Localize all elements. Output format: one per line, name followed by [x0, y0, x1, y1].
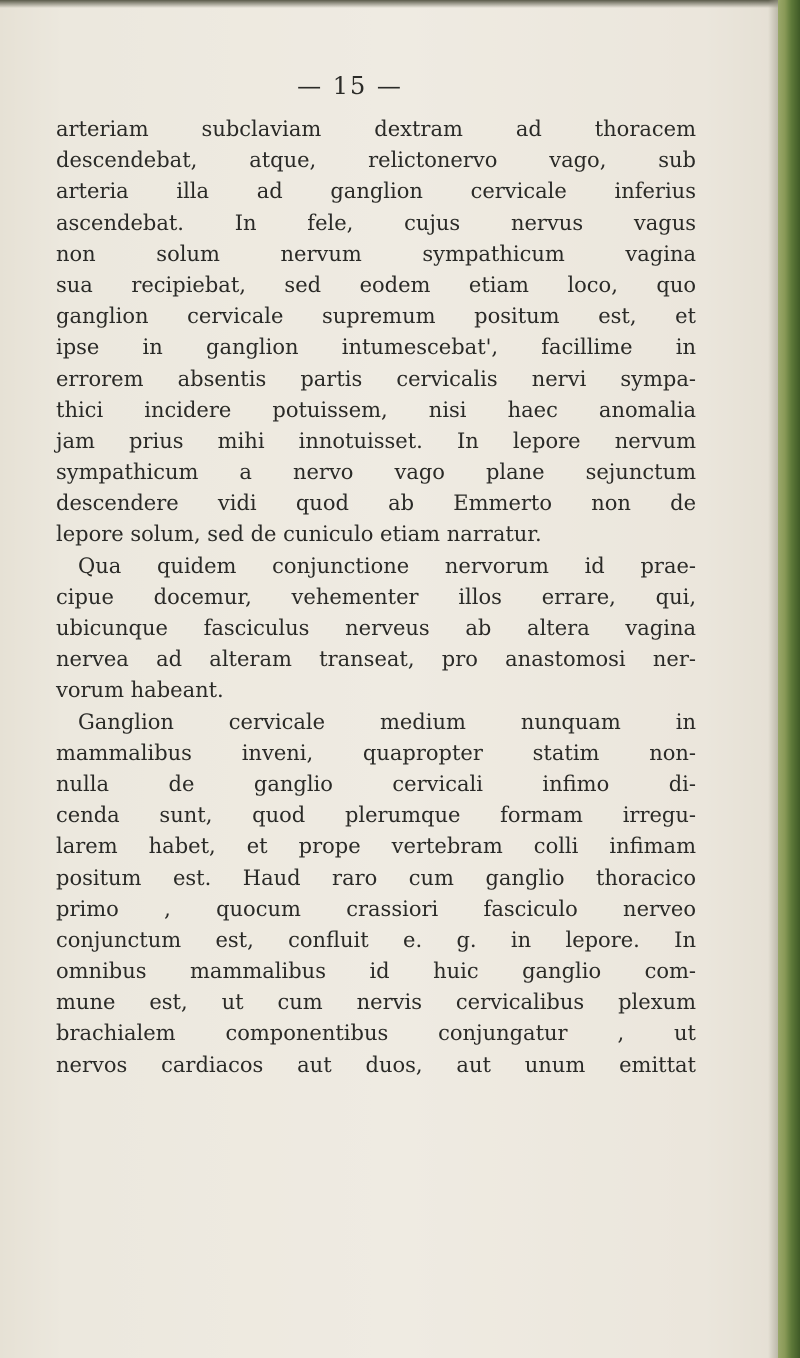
text-line: sympathicum a nervo vago plane sejunctum	[56, 460, 696, 485]
text-line: cipue docemur, vehementer illos errare, qui,	[56, 584, 696, 609]
text-line: nervea ad alteram transeat, pro anastomosi ner-	[56, 647, 696, 672]
text-line: larem habet, et prope vertebram colli infimam	[56, 834, 696, 859]
text-line: thici incidere potuissem, nisi haec anomalia	[56, 397, 696, 422]
text-line: errorem absentis partis cervicalis nervi sympa-	[56, 366, 696, 391]
text-line: positum est. Haud raro cum ganglio thoracico	[56, 865, 696, 890]
text-line: non solum nervum sympathicum vagina	[56, 241, 696, 266]
text-line: descendere vidi quod ab Emmerto non de	[56, 491, 696, 516]
text-line: arteria illa ad ganglion cervicale inferius	[56, 179, 696, 204]
text-line: ascendebat. In fele, cujus nervus vagus	[56, 210, 696, 235]
text-line: ipse in ganglion intumescebat', facillime in	[56, 335, 696, 360]
page-top-shadow	[0, 0, 800, 8]
text-line: sua recipiebat, sed eodem etiam loco, quo	[56, 272, 696, 297]
page-number: — 15 —	[297, 72, 403, 100]
text-line: primo , quocum crassiori fasciculo nerveo	[56, 896, 696, 921]
text-line: jam prius mihi innotuisset. In lepore nervum	[56, 428, 696, 453]
text-line: Qua quidem conjunctione nervorum id prae-	[78, 553, 696, 578]
text-line: descendebat, atque, relictonervo vago, sub	[56, 148, 696, 173]
text-line: conjunctum est, confluit e. g. in lepore. In	[56, 927, 696, 952]
text-line: lepore solum, sed de cuniculo etiam narratur.	[56, 522, 542, 547]
text-line: omnibus mammalibus id huic ganglio com-	[56, 959, 696, 984]
text-line: arteriam subclaviam dextram ad thoracem	[56, 117, 696, 141]
book-spine	[778, 0, 800, 1358]
text-line: ganglion cervicale supremum positum est, et	[56, 304, 696, 329]
text-line: Ganglion cervicale medium nunquam in	[78, 709, 696, 734]
page-edge-shadow	[768, 0, 778, 1358]
text-line: vorum habeant.	[56, 678, 224, 703]
text-line: mune est, ut cum nervis cervicalibus plexum	[56, 990, 696, 1015]
text-line: nulla de ganglio cervicali infimo di-	[56, 771, 696, 796]
text-line: cenda sunt, quod plerumque formam irregu-	[56, 803, 696, 828]
text-line: brachialem componentibus conjungatur , ut	[56, 1021, 696, 1046]
body-text	[56, 114, 696, 1081]
text-line: nervos cardiacos aut duos, aut unum emittat	[56, 1052, 696, 1077]
text-line: ubicunque fasciculus nerveus ab altera vagina	[56, 616, 696, 640]
text-line: mammalibus inveni, quapropter statim non-	[56, 740, 696, 765]
